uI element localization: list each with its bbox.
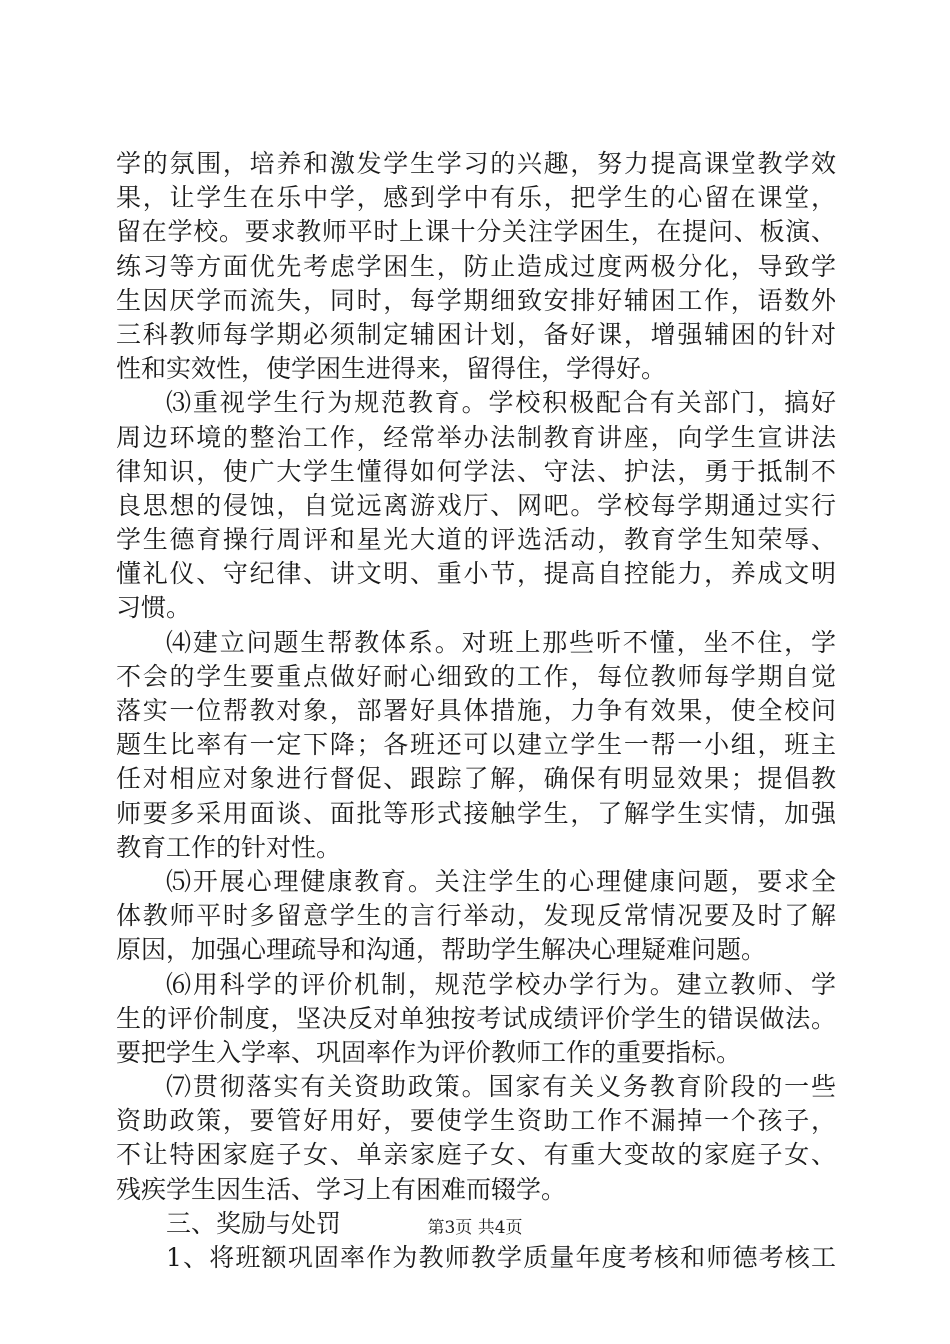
text-line: 学的氛围，培养和激发学生学习的兴趣，努力提高课堂教学效: [116, 149, 836, 178]
text-line: 懂礼仪、守纪律、讲文明、重小节，提高自控能力，养成文明: [116, 559, 836, 589]
text-line: 三科教师每学期必须制定辅困计划，备好课，增强辅困的针对: [116, 319, 836, 349]
text-line: 练习等方面优先考虑学困生，防止造成过度两极分化，导致学: [116, 251, 836, 281]
text-line: 三、奖励与处罚: [166, 1208, 342, 1238]
text-line: 要把学生入学率、巩固率作为评价教师工作的重要指标。: [116, 1037, 742, 1067]
text-line: 周边环境的整治工作，经常举办法制教育讲座，向学生宣讲法: [116, 422, 836, 452]
text-line: 残疾学生因生活、学习上有困难而辍学。: [116, 1174, 567, 1204]
text-line: ⑷建立问题生帮教体系。对班上那些听不懂，坐不住，学: [166, 627, 836, 657]
text-line: 性和实效性，使学困生进得来，留得住，学得好。: [116, 354, 667, 384]
text-line: 不让特困家庭子女、单亲家庭子女、有重大变故的家庭子女、: [116, 1140, 836, 1170]
text-line: 良思想的侵蚀，自觉远离游戏厅、网吧。学校每学期通过实行: [116, 490, 836, 520]
text-line: 律知识，使广大学生懂得如何学法、守法、护法，勇于抵制不: [116, 456, 836, 486]
text-line: 留在学校。要求教师平时上课十分关注学困生，在提问、板演、: [116, 217, 836, 247]
text-line: 教育工作的针对性。: [116, 832, 342, 862]
text-line: 任对相应对象进行督促、跟踪了解，确保有明显效果；提倡教: [116, 764, 836, 794]
text-line: 习惯。: [116, 593, 192, 623]
text-line: 原因，加强心理疏导和沟通，帮助学生解决心理疑难问题。: [116, 935, 767, 965]
text-line: 落实一位帮教对象，部署好具体措施，力争有效果，使全校问: [116, 696, 836, 725]
text-line: 生因厌学而流失，同时，每学期细致安排好辅困工作，语数外: [116, 285, 836, 315]
text-line: 1、将班额巩固率作为教师教学质量年度考核和师德考核工: [166, 1243, 836, 1272]
text-line: 学生德育操行周评和星光大道的评选活动，教育学生知荣辱、: [116, 525, 836, 555]
text-line: ⑶重视学生行为规范教育。学校积极配合有关部门，搞好: [166, 388, 836, 418]
text-line: 体教师平时多留意学生的言行举动，发现反常情况要及时了解: [116, 901, 836, 931]
text-line: ⑸开展心理健康教育。关注学生的心理健康问题，要求全: [166, 866, 836, 896]
text-line: 资助政策，要管好用好，要使学生资助工作不漏掉一个孩子，: [116, 1106, 836, 1136]
page-footer: 第3页 共4页: [427, 1218, 523, 1238]
text-line: 生的评价制度，坚决反对单独按考试成绩评价学生的错误做法。: [116, 1003, 836, 1033]
body-text: [116, 147, 836, 1275]
text-line: 不会的学生要重点做好耐心细致的工作，每位教师每学期自觉: [116, 661, 836, 691]
text-line: 果，让学生在乐中学，感到学中有乐，把学生的心留在课堂，: [116, 183, 836, 213]
text-line: ⑺贯彻落实有关资助政策。国家有关义务教育阶段的一些: [166, 1072, 836, 1102]
text-line: 师要多采用面谈、面批等形式接触学生，了解学生实情，加强: [116, 798, 836, 828]
text-line: 题生比率有一定下降；各班还可以建立学生一帮一小组，班主: [116, 730, 836, 760]
text-line: ⑹用科学的评价机制，规范学校办学行为。建立教师、学: [166, 969, 836, 999]
